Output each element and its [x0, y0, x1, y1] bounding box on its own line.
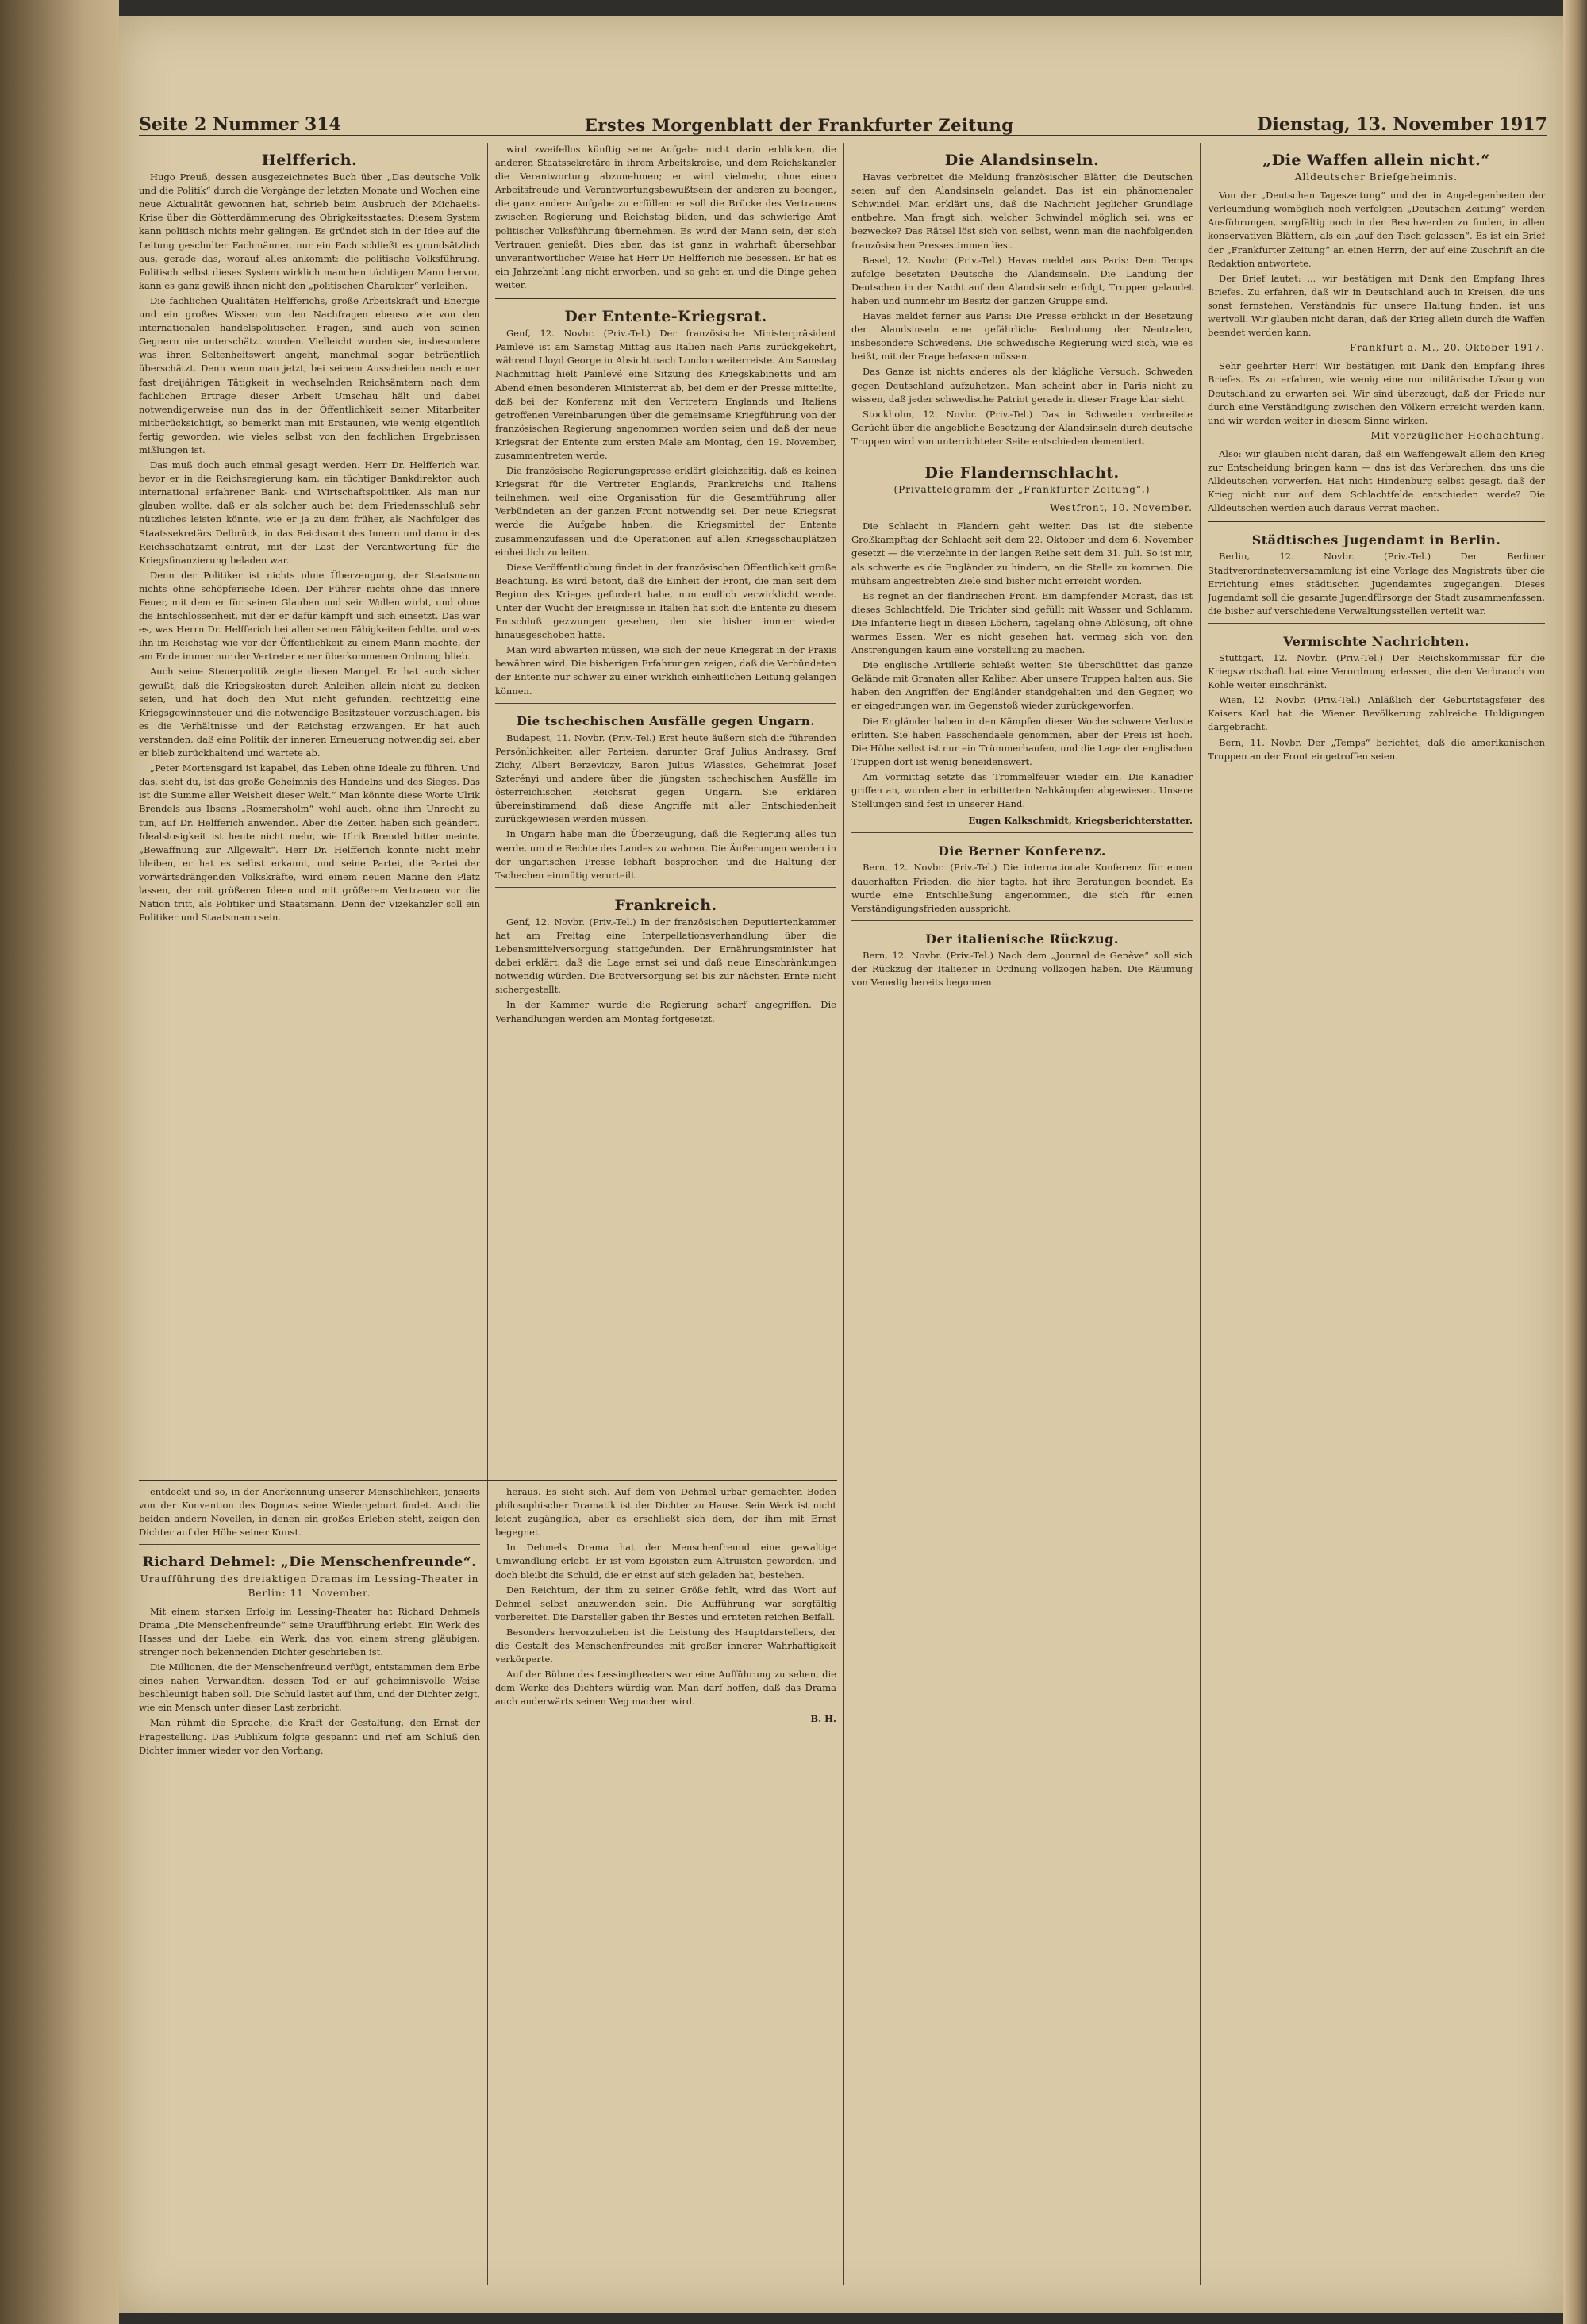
- letter-closing: Mit vorzüglicher Hochachtung.: [1370, 429, 1545, 441]
- article-title-berner-konferenz: Die Berner Konferenz.: [938, 843, 1106, 859]
- author-signature: B. H.: [810, 1712, 836, 1724]
- page-edge: [1563, 0, 1587, 2324]
- paragraph: Havas verbreitet die Meldung französischer Blätter, die Deutschen seien auf den Alandsinseln gelandet. Das ist ein phänomenaler Schwindel. Man erklärt uns, daß die Nachricht jeglicher Grundlage entbehre. Man fragt sich, welcher Schwindel möglich sei, was er bezwecke? Das Rätsel löst sich von selbst, wenn man die nachfolgenden französischen Pressestimmen liest.: [851, 171, 1193, 251]
- paragraph: Berlin, 12. Novbr. (Priv.-Tel.) Der Berliner Stadtverordnetenversammlung ist eine Vorlage des Magistrats über die Errichtung eines städtischen Jugendamtes zugegangen. Dieses Jugendamt soll die gesamte Jugendfürsorge der Stadt zusammenfassen, die bisher auf verschiedene Verwaltungsstellen verteilt war.: [1208, 551, 1545, 617]
- section-rule: [851, 832, 1193, 833]
- paragraph: In der Kammer wurde die Regierung scharf angegriffen. Die Verhandlungen werden am Montag fortgesetzt.: [495, 999, 836, 1024]
- article-title-jugendamt: Städtisches Jugendamt in Berlin.: [1251, 532, 1501, 548]
- page-number: Seite 2 Nummer 314: [139, 114, 341, 135]
- article-title-alandsinseln: Die Alandsinseln.: [944, 152, 1100, 169]
- book-binding: [0, 0, 119, 2324]
- paragraph: Die Millionen, die der Menschenfreund verfügt, entstammen dem Erbe eines nahen Verwandten, dessen Tod er auf geheimnisvolle Weise beschleunigt haben soll. Die Schuld lastet auf ihm, und der Dichter zeigt, wie ein Mensch unter dieser Last zerbricht.: [139, 1661, 480, 1714]
- paragraph: Man rühmt die Sprache, die Kraft der Gestaltung, den Ernst der Fragestellung. Das Publikum folgte gespannt und rief am Schluß den Dichter immer wieder vor den Vorhang.: [139, 1717, 480, 1756]
- paragraph: Das muß doch auch einmal gesagt werden. Herr Dr. Helfferich war, bevor er in die Reichsregierung kam, ein tüchtiger Bankdirektor, auch international erfahrener Bank- und Wirtschaftspolitiker. Als man nur glauben wollte, daß er als solcher auch bei dem Friedensschluß sehr nützliches leisten könnte, wie er ja zu dem früher, als Nachfolger des Staatssekretärs Delbrück, in das Reichsamt des Innern und dann in das Reichsschatzamt eintrat, mit der Last der Verantwortung für die Kriegsfinanzierung beladen war.: [139, 459, 480, 566]
- paragraph: Die französische Regierungspresse erklärt gleichzeitig, daß es keinen Kriegsrat für die Vertreter Englands, Frankreichs und Italiens teilnehmen, weil eine Organisation für die Gesamtführung aller Verbündeten an der ganzen Front notwendig sei. Der neue Kriegsrat werde die Aufgabe haben, die Kriegsmittel der Entente zusammenzufassen und die Operationen auf allen Kriegsschauplätzen einheitlich zu leiten.: [495, 465, 836, 558]
- feuilleton-rule: [139, 1480, 837, 1481]
- article-title-waffen: „Die Waffen allein nicht.“: [1262, 152, 1490, 169]
- paragraph: Von der „Deutschen Tageszeitung“ und der in Angelegenheiten der Verleumdung womöglich noch verfolgten „Deutschen Zeitung“ werden Ausführungen, sorgfältig noch in den Beschwerden zu finden, in allen konservativen Blättern, als ein „auf den Tisch gelassen“. Es ist ein Brief der „Frankfurter Zeitung“ an einen Herrn, der auf eine Zuschrift an die Redaktion antwortete.: [1208, 190, 1545, 269]
- section-rule: [495, 298, 836, 299]
- column-1: [139, 143, 480, 1476]
- column-divider: [843, 143, 844, 2285]
- paragraph: wird zweifellos künftig seine Aufgabe nicht darin erblicken, die anderen Staatssekretäre in ihrem Arbeitskreise, und dem Reichskanzler die Verantwortung abzunehmen; er wird vielmehr, ohne einen Arbeitsfreude und Verantwortungsbewußtsein der anderen zu beengen, die ganz andere Aufgabe zu erfüllen: er soll die Brücke des Vertrauens zwischen Regierung und Reichstag bilden, und das schwierige Amt politischer Volksführung übernehmen. Es wird der Mann sein, der sich Vertrauen genießt. Dies aber, das ist ganz in wahrhaft übersehbar unverantwortlicher Weise hat Herr Dr. Helfferich nie besessen. Er hat es ein Jahrzehnt lang nicht erworben, und so geht er, und die Dinge gehen weiter.: [495, 144, 836, 290]
- paragraph: Havas meldet ferner aus Paris: Die Presse erblickt in der Besetzung der Alandsinseln eine gefährliche Bedrohung der Neutralen, insbesondere Schwedens. Die schwedische Regierung wird sich, wie es heißt, mit der Frage befassen müssen.: [851, 310, 1193, 363]
- article-title-vermischte: Vermischte Nachrichten.: [1283, 633, 1470, 649]
- column-2: [495, 143, 836, 1476]
- paragraph: Wien, 12. Novbr. (Priv.-Tel.) Anläßlich der Geburtstagsfeier des Kaisers Karl hat die Wiener Bevölkerung zahlreiche Huldigungen dargebracht.: [1208, 694, 1545, 733]
- paragraph: Hugo Preuß, dessen ausgezeichnetes Buch über „Das deutsche Volk und die Politik“ durch die Vorgänge der letzten Monate und Wochen eine neue Aktualität gewonnen hat, schrieb beim Ausbruch der Michaelis-Krise über die Götterdämmerung des Obrigkeitsstaates: Diesem System kann politisch nichts mehr gelingen. Es gründet sich in der Idee auf die Leitung geschulter Fachmänner, nur ein Fach schließt es grundsätzlich aus, gerade das, worauf alles ankommt: die politische Volksführung. Politisch selbst dieses System wirklich manchen tüchtigen Mann hervor, kann es ganz gewiß ihnen nicht den „politischen Charakter“ verleihen.: [139, 171, 480, 291]
- article-title-entente: Der Entente-Kriegsrat.: [564, 308, 767, 326]
- paragraph: Genf, 12. Novbr. (Priv.-Tel.) In der französischen Deputiertenkammer hat am Freitag eine Interpellationsverhandlung über die Lebensmittelversorgung stattgefunden. Der Ernährungsminister hat dabei erklärt, daß die Lage ernst sei und daß neue Einschränkungen notwendig würden. Die Brotversorgung sei bis zur nächsten Ernte nicht sichergestellt.: [495, 916, 836, 996]
- letter-dateline: Frankfurt a. M., 20. Oktober 1917.: [1349, 342, 1545, 354]
- article-title-ungarn: Die tschechischen Ausfälle gegen Ungarn.: [516, 713, 816, 728]
- article-title-helfferich: Helfferich.: [261, 152, 358, 169]
- article-subtitle: Alldeutscher Briefgeheimnis.: [1294, 171, 1458, 183]
- paragraph: In Ungarn habe man die Überzeugung, daß die Regierung alles tun werde, um die Rechte des Landes zu wahren. Die Äußerungen werden in der ungarischen Presse lebhaft besprochen und die Haltung der Tschechen einmütig verurteilt.: [495, 828, 836, 881]
- paragraph: Bern, 12. Novbr. (Priv.-Tel.) Die internationale Konferenz für einen dauerhaften Frieden, die hier tagte, hat ihre Beratungen beendet. Es wurde eine Entschließung angenommen, die sich für einen Verständigungsfrieden ausspricht.: [851, 862, 1193, 914]
- paragraph: Die Engländer haben in den Kämpfen dieser Woche schwere Verluste erlitten. Sie haben Passchendaele genommen, aber der Preis ist hoch. Die Höhe selbst ist nur ein Trümmerhaufen, und die Lage der englischen Truppen dort ist wenig beneidenswert.: [851, 715, 1193, 767]
- paragraph: Mit einem starken Erfolg im Lessing-Theater hat Richard Dehmels Drama „Die Menschenfreunde“ seine Uraufführung erlebt. Ein Werk des Hasses und der Liebe, ein Werk, das von einem streng gläubigen, strenger noch bekennenden Dichter geschrieben ist.: [139, 1605, 480, 1658]
- section-rule: [495, 887, 836, 888]
- paragraph: Die englische Artillerie schießt weiter. Sie überschüttet das ganze Gelände mit Granaten aller Kaliber. Aber unsere Truppen halten aus. Sie haben den Angriffen der Engländer standgehalten und den Gegner, wo er eingedrungen war, im Gegenstoß wieder zurückgeworfen.: [851, 659, 1193, 712]
- paragraph: Stockholm, 12. Novbr. (Priv.-Tel.) Das in Schweden verbreitete Gerücht über die angebliche Besetzung der Alandsinseln durch deutsche Truppen wird von unterrichteter Seite entschieden dementiert.: [851, 408, 1193, 447]
- paragraph: entdeckt und so, in der Anerkennung unserer Menschlichkeit, jenseits von der Konvention des Dogmas seine Wiedergeburt findet. Auch die beiden andern Novellen, in denen ein großes Erleben steht, zeigen den Dichter auf der Höhe seiner Kunst.: [139, 1486, 480, 1538]
- feuilleton-left: [139, 1485, 480, 2279]
- paragraph: Der Brief lautet: ... wir bestätigen mit Dank den Empfang Ihres Briefes. Zu erfahren, daß wir in Deutschland auch in Kreisen, die uns sonst fernstehen, Verständnis für unsere Haltung finden, ist uns wertvoll. Wir glauben nicht daran, daß der Krieg allein durch die Waffen beendet werden kann.: [1208, 272, 1545, 339]
- issue-date: Dienstag, 13. November 1917: [1257, 114, 1547, 135]
- paragraph: Besonders hervorzuheben ist die Leistung des Hauptdarstellers, der die Gestalt des Menschenfreundes mit großer innerer Wahrhaftigkeit verkörperte.: [495, 1626, 836, 1665]
- newspaper-page: [119, 16, 1563, 2313]
- paragraph: Bern, 12. Novbr. (Priv.-Tel.) Nach dem „Journal de Genève“ soll sich der Rückzug der Italiener in Ordnung vollzogen haben. Die Räumung von Venedig bereits begonnen.: [851, 949, 1193, 989]
- paragraph: Die fachlichen Qualitäten Helfferichs, große Arbeitskraft und Energie und ein großes Wissen von den Nachfragen ebenso wie von den internationalen handelspolitischen Fragen, sind auch von seinen Gegnern nie unterschätzt worden. Vielleicht wurden sie, insbesondere was ihren Seltenheitswert angeht, manchmal sogar beträchtlich überschätzt. Denn wenn man jetzt, bei seinem Ausscheiden nach einer fast dreijährigen Tätigkeit in wechselnden Reichsämtern nach dem fachlichen Ertrage dieser Arbeit Umschau hält und dabei notwendigerweise nun das in der Öffentlichkeit seiner Mitarbeiter mitberücksichtigt, so bemerkt man mit Erstaunen, wie wenig eigentlich fertig geworden, wie vieles selbst von den fachlichen Ergebnissen mißlungen ist.: [139, 294, 480, 455]
- section-rule: [1208, 623, 1545, 624]
- paragraph: heraus. Es sieht sich. Auf dem von Dehmel urbar gemachten Boden philosophischer Dramatik ist der Dichter zu Hause. Sein Werk ist nicht leicht zugänglich, aber es erschließt sich dem, der ihm mit Ernst begegnet.: [495, 1486, 836, 1538]
- paragraph: Denn der Politiker ist nichts ohne Überzeugung, der Staatsmann nichts ohne schöpferische Ideen. Der Führer nichts ohne das innere Feuer, mit dem er für seinen Glauben und sein Wollen wirbt, und ohne die Entschlossenheit, mit der er dafür kämpft und sich einsetzt. Das war es, was Herrn Dr. Helfferich bei allen seinen Fähigkeiten fehlte, und was ihn im Reichstag wie vor der Öffentlichkeit zu einem Mann machte, der am Ende immer nur der Vertreter einer überkommenen Ordnung blieb.: [139, 569, 480, 663]
- paragraph: Das Ganze ist nichts anderes als der klägliche Versuch, Schweden gegen Deutschland aufzuhetzen. Man scheint aber in Paris nicht zu wissen, daß jeder schwedische Patriot gerade in dieser Frage klar sieht.: [851, 366, 1193, 405]
- paragraph: Sehr geehrter Herr! Wir bestätigen mit Dank den Empfang Ihres Briefes. Es zu erfahren, wie wenig eine nur militärische Lösung von Deutschland zu erwarten sei. Wir sind überzeugt, daß der Friede nur durch eine Verständigung zwischen den Völkern erreicht werden kann, und wir werden weiter in diesem Sinne wirken.: [1208, 360, 1545, 426]
- dateline: Westfront, 10. November.: [1050, 502, 1193, 514]
- paragraph: Auf der Bühne des Lessingtheaters war eine Aufführung zu sehen, die dem Werke des Dichters würdig war. Man darf hoffen, daß das Drama auch anderwärts seinen Weg machen wird.: [495, 1669, 836, 1707]
- column-4: [1208, 143, 1545, 2285]
- masthead: [139, 103, 1547, 136]
- column-divider: [1200, 143, 1201, 2285]
- article-title-italienischer-rueckzug: Der italienische Rückzug.: [925, 931, 1119, 947]
- paragraph: Den Reichtum, der ihm zu seiner Größe fehlt, wird das Wort auf Dehmel selbst anzuwenden sein. Die Aufführung war sorgfältig vorbereitet. Die Darsteller gaben ihr Bestes und ernteten reichen Beifall.: [495, 1584, 836, 1623]
- paragraph: Basel, 12. Novbr. (Priv.-Tel.) Havas meldet aus Paris: Dem Temps zufolge besetzten Deutsche die Alandsinseln. Die Landung der Deutschen in der Nacht auf den Alandsinseln erfolgt, Truppen gelandet haben und nunmehr im Besitz der ganzen Gruppe sind.: [851, 254, 1193, 306]
- paragraph: Es regnet an der flandrischen Front. Ein dampfender Morast, das ist dieses Schlachtfeld. Die Trichter sind gefüllt mit Wasser und Schlamm. Die Infanterie liegt in diesen Löchern, tagelang ohne Ablösung, oft ohne warmes Essen. Wer es nicht gesehen hat, vermag sich von den Anstrengungen kaum eine Vorstellung zu machen.: [851, 590, 1193, 656]
- article-subtitle: (Privattelegramm der „Frankfurter Zeitung“.): [893, 484, 1151, 496]
- paragraph: Stuttgart, 12. Novbr. (Priv.-Tel.) Der Reichskommissar für die Kriegswirtschaft hat eine Verordnung erlassen, die den Verbrauch von Kohle weiter einschränkt.: [1208, 652, 1545, 691]
- column-divider: [487, 143, 488, 2285]
- paragraph: In Dehmels Drama hat der Menschenfreund eine gewaltige Umwandlung erlebt. Er ist vom Egoisten zum Altruisten geworden, und doch bleibt die Schuld, die er einst auf sich geladen hat, bestehen.: [495, 1542, 836, 1581]
- column-3: [851, 143, 1193, 2285]
- feuilleton-subtitle: Uraufführung des dreiaktigen Dramas im Lessing-Theater in Berlin: 11. November.: [140, 1573, 479, 1599]
- newspaper-name: Erstes Morgenblatt der Frankfurter Zeitung: [584, 115, 1014, 135]
- section-rule: [851, 920, 1193, 921]
- paragraph: Bern, 11. Novbr. Der „Temps“ berichtet, daß die amerikanischen Truppen an der Front eingetroffen seien.: [1208, 736, 1545, 762]
- feuilleton-middle: [495, 1485, 836, 2279]
- paragraph: Auch seine Steuerpolitik zeigte diesen Mangel. Er hat auch sicher gewußt, daß die Kriegskosten durch Anleihen allein nicht zu decken seien, und hat doch den Mut nicht gefunden, rechtzeitig eine Kriegsgewinnsteuer und die notwendige Besitzsteuer vorzuschlagen, bis es die Verhältnisse und der Reichstag erzwangen. Er hat auch verstanden, daß eine Politik der inneren Erneuerung notwendig sei, aber er blieb zurückhaltend und wartete ab.: [139, 666, 480, 759]
- paragraph: Man wird abwarten müssen, wie sich der neue Kriegsrat in der Praxis bewähren wird. Die bisherigen Erfahrungen zeigen, daß die Verbündeten der Entente nur schwer zu einer wirklich einheitlichen Leitung gelangen können.: [495, 644, 836, 697]
- paragraph: Genf, 12. Novbr. (Priv.-Tel.) Der französische Ministerpräsident Painlevé ist am Samstag Mittag aus Italien nach Paris zurückgekehrt, während Lloyd George in Absicht nach London weiterreiste. Am Samstag Nachmittag hielt Painlevé eine Sitzung des Kriegskabinetts und am Abend einen besonderen Ministerrat ab, bei dem er der Presse mitteilte, daß bei der Konferenz mit den Vertretern Englands und Italiens getroffenen Vereinbarungen über die gemeinsame Kriegführung von der französischen Regierung angenommen worden seien und daß der neue Kriegsrat der Entente zum ersten Male am Montag, den 19. November, zusammentreten werde.: [495, 328, 836, 461]
- section-rule: [1208, 521, 1545, 522]
- article-title-frankreich: Frankreich.: [614, 896, 717, 914]
- paragraph: Also: wir glauben nicht daran, daß ein Waffengewalt allein den Krieg zur Entscheidung bringen kann — das ist das Verbrechen, das uns die Alldeutschen vorwerfen. Hat nicht Hindenburg selbst gesagt, daß der Krieg nicht nur auf dem Schlachtfelde entschieden werde? Die Alldeutschen werden auch daraus Verrat machen.: [1208, 448, 1545, 514]
- author-signature: Eugen Kalkschmidt, Kriegsberichterstatter.: [968, 815, 1193, 827]
- section-rule: [139, 1544, 480, 1545]
- paragraph: „Peter Mortensgard ist kapabel, das Leben ohne Ideale zu führen. Und das, sieht du, ist das große Geheimnis des Handelns und des Sieges. Das ist die Summe aller Weisheit dieser Welt.“ Man könnte diese Worte Ulrik Brendels aus Ibsens „Rosmersholm“ wohl auch, ohne ihm Unrecht zu tun, auf Dr. Helfferich anwenden. Aber die Zeiten haben sich geändert. Idealslosigkeit ist heute nicht mehr, wie Ulrik Brendel bitter meinte, „Bewaffnung zur Allgewalt“. Herr Dr. Helfferich konnte nicht mehr bleiben, er hat es selbst erkannt, und seine Partei, die Partei der vorwärtsdrängenden Volkskräfte, wird einem neuen Manne den Platz lassen, der mit größeren Ideen und mit größerem Vertrauen vor die Nation tritt, als Politiker und Staatsmann. Denn der Vizekanzler soll ein Politiker und Staatsmann sein.: [139, 763, 480, 924]
- paragraph: Budapest, 11. Novbr. (Priv.-Tel.) Erst heute äußern sich die führenden Persönlichkeiten aller Parteien, darunter Graf Julius Andrassy, Graf Zichy, Albert Berzeviczy, Baron Julius Wlassics, Geheimrat Josef Szterényi und andere über die jüngsten tschechischen Ausfälle im österreichischen Reichsrat gegen Ungarn. Sie erklären übereinstimmend, daß diese Angriffe mit aller Entschiedenheit zurückgewiesen werden müssen.: [495, 732, 836, 825]
- paragraph: Die Schlacht in Flandern geht weiter. Das ist die siebente Großkampftag der Schlacht seit dem 22. Oktober und dem 6. November gesetzt — die vierzehnte in der langen Reihe seit dem 31. Juli. So ist mir, als schwerte es die Engländer zu hindern, an die Stelle zu kommen. Die mühsam angestrebten Ziele sind bisher nicht erreicht worden.: [851, 520, 1193, 586]
- section-rule: [495, 703, 836, 704]
- paragraph: Diese Veröffentlichung findet in der französischen Öffentlichkeit große Beachtung. Es wird betont, daß die Einheit der Front, die man seit dem Beginn des Krieges gefordert habe, nun endlich verwirklicht werde. Unter der Wucht der Ereignisse in Italien hat sich die Entente zu diesem Entschluß gezwungen gesehen, den sie bisher immer wieder hinausgeschoben hatte.: [495, 561, 836, 641]
- article-title-flandernschlacht: Die Flandernschlacht.: [924, 463, 1120, 482]
- feuilleton-title: Richard Dehmel: „Die Menschenfreunde“.: [142, 1554, 477, 1571]
- paragraph: Am Vormittag setzte das Trommelfeuer wieder ein. Die Kanadier griffen an, wurden aber in erbitterten Nahkämpfen abgewiesen. Unsere Stellungen sind fest in unserer Hand.: [851, 770, 1193, 810]
